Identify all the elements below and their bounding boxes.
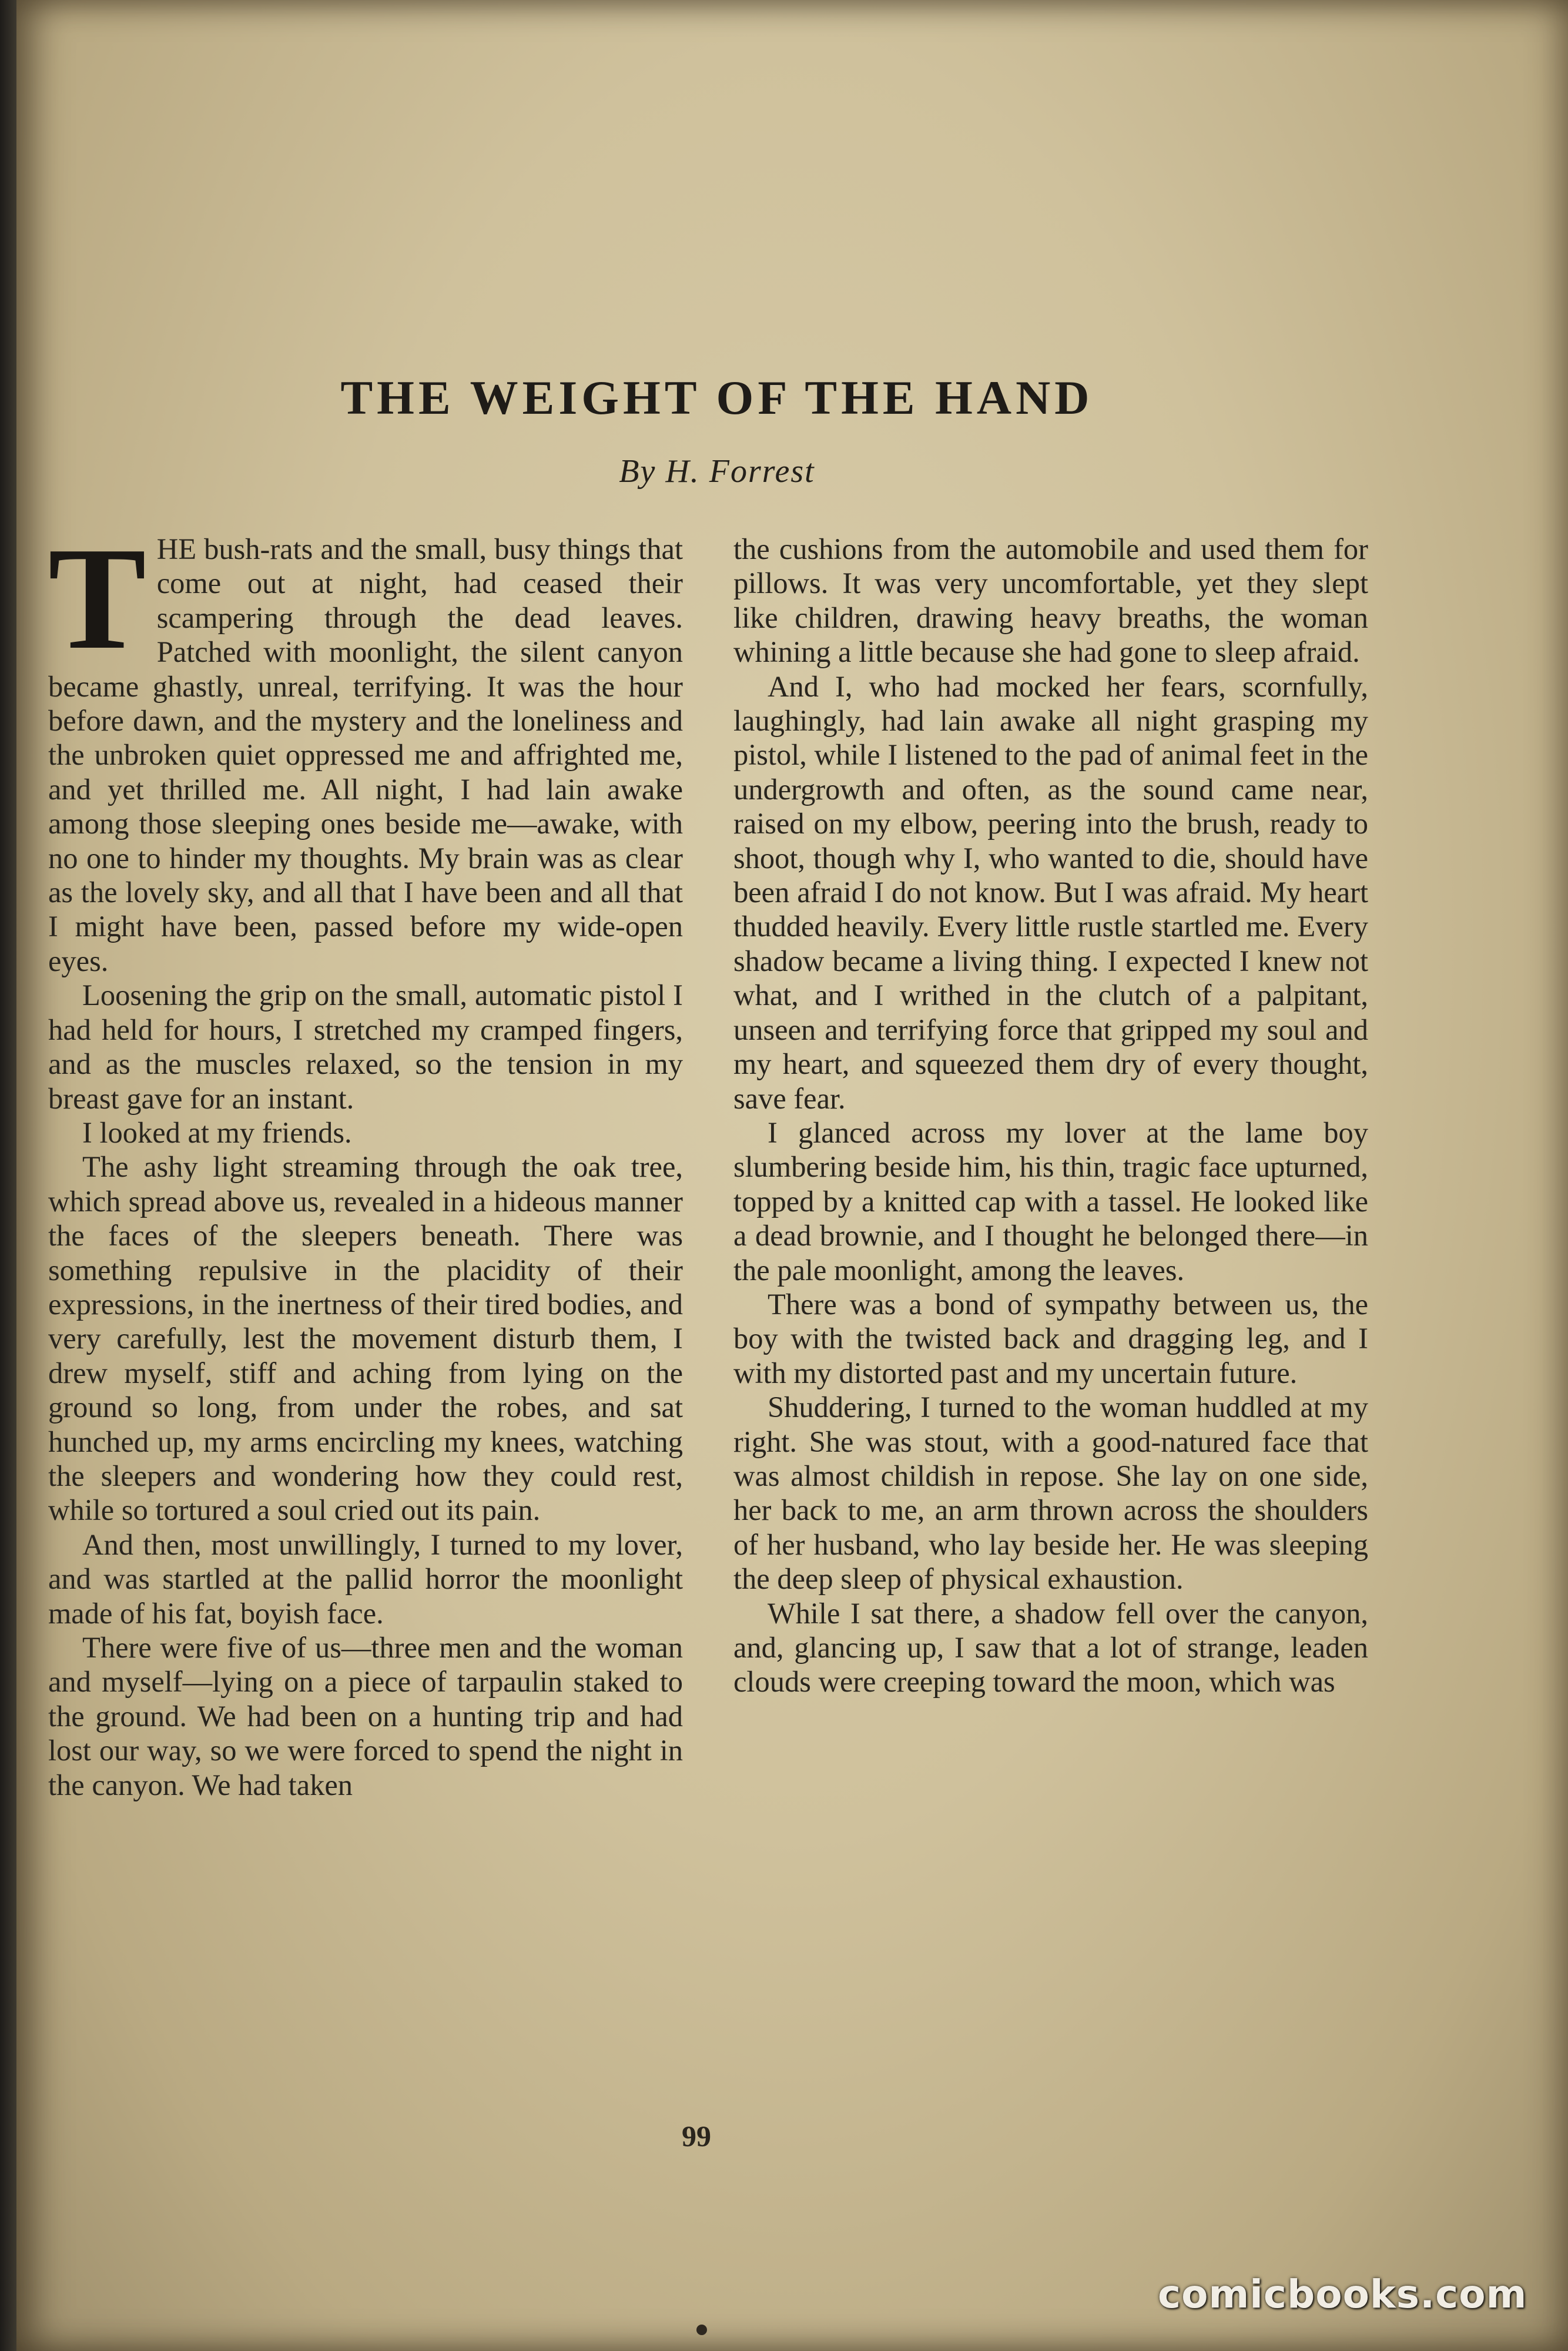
text-column-right [733,532,1368,1699]
paragraph: And then, most unwillingly, I turned to my lover, and was startled at the pallid horror the moonlight made of his fat, boyish face. [48,1528,683,1630]
paragraph: While I sat there, a shadow fell over the canyon, and, glancing up, I saw that a lot of strange, leaden clouds were creeping toward the moon, which was [733,1596,1368,1699]
print-mark-dot [696,2325,707,2335]
article-byline: By H. Forrest [619,453,815,490]
text-column-left [48,517,683,1802]
article-title: THE WEIGHT OF THE HAND [340,371,1094,424]
paragraph: And I, who had mocked her fears, scornfully, laughingly, had lain awake all night grasping my pistol, while I listened to the pad of animal feet in the undergrowth and often, as the sound came near, raised on my elbow, peering into the brush, ready to shoot, though why I, who wanted to die, should have been afraid I do not know. But I was afraid. My heart thudded heavily. Every little rustle startled me. Every shadow became a living thing. I expected I knew not what, and I writhed in the clutch of a palpitant, unseen and terrifying force that gripped my soul and my heart, and squeezed them dry of every thought, save fear. [733,669,1368,1115]
paragraph: There were five of us—three men and the woman and myself—lying on a piece of tarpaulin staked to the ground. We had been on a hunting trip and had lost our way, so we were forced to spend the night in the canyon. We had taken [48,1631,683,1801]
drop-cap-letter: T [48,517,146,680]
paragraph: The ashy light streaming through the oak tree, which spread above us, revealed in a hideous manner the faces of the sleepers beneath. There was something repulsive in the placidity of their expressions, in the inertness of their tired bodies, and very carefully, lest the movement disturb them, I drew myself, stiff and aching from lying on the ground so long, from under the robes, and sat hunched up, my arms encircling my knees, watching the sleepers and wondering how they could rest, while so tortured a soul cried out its pain. [48,1150,683,1527]
page-number: 99 [682,2119,711,2152]
paragraph: I glanced across my lover at the lame boy slumbering beside him, his thin, tragic face upturned, topped by a knitted cap with a tassel. He looked like a dead brownie, and I thought he belonged there—in the pale moonlight, among the leaves. [733,1116,1368,1287]
paragraph: Loosening the grip on the small, automatic pistol I had held for hours, I stretched my cramped fingers, and as the muscles relaxed, so the tension in my breast gave for an instant. [48,979,683,1115]
paragraph-text: HE bush-rats and the small, busy things that come out at night, had ceased their scampering through the dead leaves. Patched with moonlight, the silent canyon became ghastly, unreal, terrifying. It was the hour before dawn, and the mystery and the loneliness and the unbroken quiet oppressed me and affrighted me, and yet thrilled me. All night, I had lain awake among those sleeping ones beside me—awake, with no one to hinder my thoughts. My brain was as clear as the lovely sky, and all that I have been and all that I might have been, passed before my wide-open eyes. [48,533,683,977]
site-watermark: comicbooks.com [1158,2272,1527,2317]
paragraph: Shuddering, I turned to the woman huddled at my right. She was stout, with a good-natured face that was almost childish in repose. She lay on one side, her back to me, an arm thrown across the shoulders of her husband, who lay beside her. He was sleeping the deep sleep of physical exhaustion. [733,1391,1368,1596]
paragraph: the cushions from the automobile and used them for pillows. It was very uncomfortable, yet they slept like children, drawing heavy breaths, the woman whining a little because she had gone to sleep afraid. [733,533,1368,669]
paragraph [48,517,683,978]
paragraph: I looked at my friends. [82,1116,352,1149]
paragraph: There was a bond of sympathy between us, the boy with the twisted back and dragging leg, and I with my distorted past and my uncertain future. [733,1287,1368,1389]
